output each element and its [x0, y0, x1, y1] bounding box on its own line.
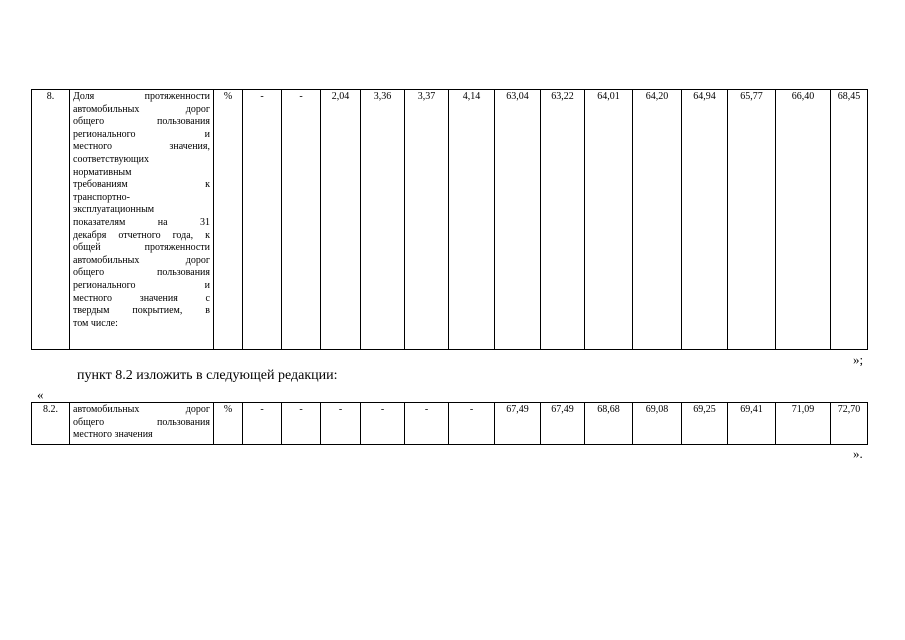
value-cell: 63,04 — [495, 90, 541, 350]
value-cell: 68,45 — [831, 90, 868, 350]
value-cell: - — [243, 90, 282, 350]
description-line: нормативным — [73, 166, 132, 178]
value-cell: 4,14 — [449, 90, 495, 350]
indicator-table-8-2 — [31, 402, 868, 445]
value-cell: 64,01 — [585, 90, 633, 350]
value-cell: 3,37 — [405, 90, 449, 350]
description-line: местного значения, — [73, 141, 210, 153]
table-row — [32, 403, 868, 445]
amendment-heading: пункт 8.2 изложить в следующей редакции: — [77, 368, 338, 383]
opening-quote: « — [37, 387, 44, 402]
value-cell: 69,25 — [682, 403, 728, 445]
value-cell: 64,94 — [682, 90, 728, 350]
description-line: местного значения с — [73, 292, 210, 304]
value-cell: 63,22 — [541, 90, 585, 350]
value-cell: 72,70 — [831, 403, 868, 445]
value-cell: 65,77 — [728, 90, 776, 350]
description-line: общего пользования — [73, 416, 210, 428]
value-cell: 67,49 — [541, 403, 585, 445]
description-line: эксплуатационным — [73, 204, 155, 216]
row-number: 8.2. — [32, 403, 70, 445]
value-cell: 71,09 — [776, 403, 831, 445]
value-cell: - — [282, 90, 321, 350]
description-line: общей протяженности — [73, 242, 210, 254]
value-cell: 68,68 — [585, 403, 633, 445]
description-line: автомобильных дорог — [73, 103, 210, 115]
description-line: декабря отчетного года, к — [73, 229, 210, 241]
description-line: соответствующих — [73, 153, 149, 165]
value-cell: - — [243, 403, 282, 445]
description-line: автомобильных дорог — [73, 404, 210, 415]
value-cell: - — [282, 403, 321, 445]
value-cell: 69,08 — [633, 403, 682, 445]
value-cell: - — [321, 403, 361, 445]
description-line: том числе: — [73, 317, 118, 329]
description-line: автомобильных дорог — [73, 254, 210, 266]
description-line: регионального и — [73, 279, 210, 291]
unit-cell: % — [214, 403, 243, 445]
value-cell: - — [405, 403, 449, 445]
description-line: местного значения — [73, 429, 153, 441]
unit-cell: % — [214, 90, 243, 350]
value-cell: 69,41 — [728, 403, 776, 445]
description-line: требованиям к — [73, 179, 210, 191]
description-line: транспортно- — [73, 191, 130, 203]
indicator-table-8 — [31, 89, 868, 350]
description-line: Доля протяженности — [73, 91, 210, 102]
closing-quote: »; — [853, 352, 864, 367]
closing-quote: ». — [853, 446, 863, 461]
description-line: показателям на 31 — [73, 216, 210, 228]
value-cell: 2,04 — [321, 90, 361, 350]
row-number: 8. — [32, 90, 70, 350]
value-cell: 64,20 — [633, 90, 682, 350]
indicator-description — [70, 403, 214, 445]
indicator-description — [70, 90, 214, 350]
description-line: общего пользования — [73, 267, 210, 279]
value-cell: - — [361, 403, 405, 445]
value-cell: 3,36 — [361, 90, 405, 350]
description-line: общего пользования — [73, 116, 210, 128]
value-cell: 67,49 — [495, 403, 541, 445]
value-cell: 66,40 — [776, 90, 831, 350]
description-line: твердым покрытием, в — [73, 305, 210, 317]
table-row — [32, 90, 868, 350]
description-line: регионального и — [73, 128, 210, 140]
value-cell: - — [449, 403, 495, 445]
